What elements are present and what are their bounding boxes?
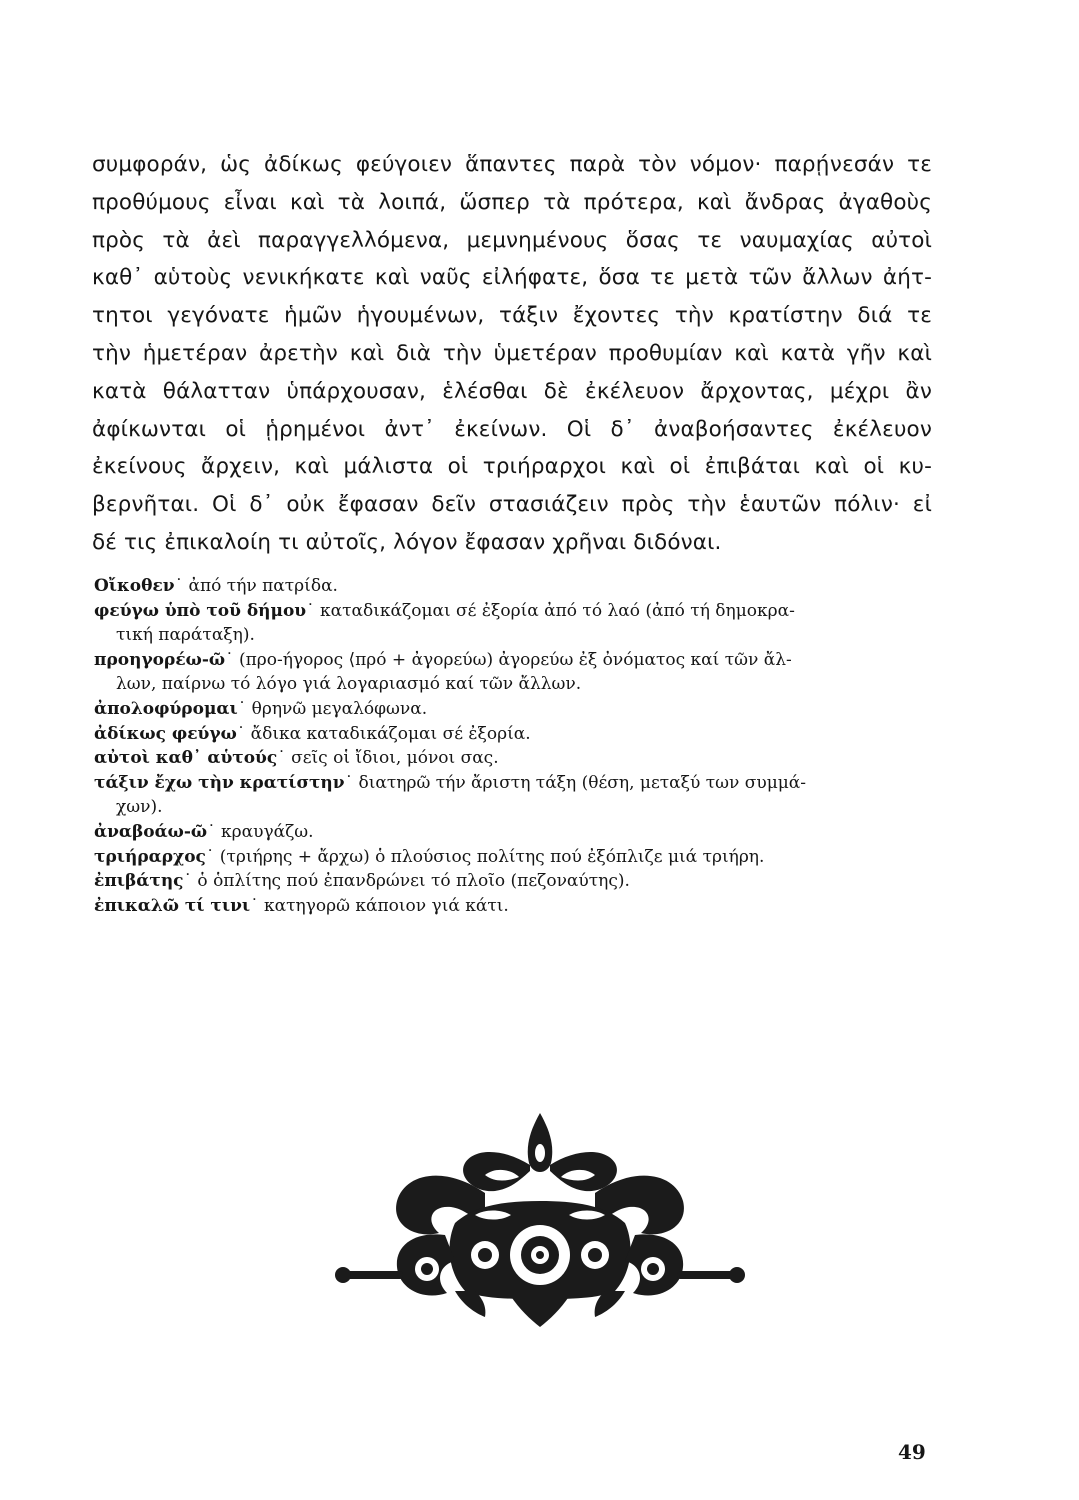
glossary-entry <box>94 746 926 771</box>
glossary-definition: ˙ ὁ ὁπλίτης πού ἐπανδρώνει τό πλοῖο (πεζοναύτης). <box>183 871 630 892</box>
passage-line: πρὸς τὰ ἀεὶ παραγγελλόμενα, μεμνημένους ὅσας τε ναυμαχίας αὐτοὶ <box>92 227 932 253</box>
passage-line: βερνῆται. Οἱ δ᾽ οὐκ ἔφασαν δεῖν στασιάζειν πρὸς τὴν ἑαυτῶν πόλιν· εἰ <box>92 492 932 518</box>
glossary-definition: ˙ κατηγορῶ κάποιον γιά κάτι. <box>250 895 509 916</box>
glossary-entry <box>94 820 926 845</box>
glossary-entry <box>94 894 926 919</box>
glossary-term: τάξιν ἔχω τὴν κρατίστην <box>94 772 345 793</box>
glossary-term: Οἴκοθεν <box>94 576 175 596</box>
glossary-term: τριήραρχος <box>94 846 206 867</box>
glossary-term: ἀναβοάω-ῶ <box>94 821 208 842</box>
glossary-term: ἐπιβάτης <box>94 871 184 892</box>
glossary-definition: ˙ θρηνῶ μεγαλόφωνα. <box>237 698 428 719</box>
glossary-entry <box>94 648 926 697</box>
greek-passage <box>92 146 932 562</box>
glossary-definition: ˙ καταδικάζομαι σέ ἐξορία ἀπό τό λαό (ἀπό τή δημοκρα- <box>306 600 795 621</box>
glossary-entry <box>94 574 926 599</box>
glossary-term: προηγορέω-ῶ <box>94 649 226 670</box>
glossary-term: ἀδίκως φεύγω <box>94 723 237 744</box>
passage-line: κατὰ θάλατταν ὑπάρχουσαν, ἑλέσθαι δὲ ἐκέλευον ἄρχοντας, μέχρι ἂν <box>92 378 932 404</box>
glossary-definition-cont: λων, παίρνω τό λόγο γιά λογαριασμό καί τῶν ἄλλων. <box>116 674 582 695</box>
passage-line: συμφοράν, ὡς ἀδίκως φεύγοιεν ἅπαντες παρὰ τὸν νόμον· παρῄνεσάν τε <box>92 152 932 177</box>
glossary-entry <box>94 722 926 747</box>
page-number: 49 <box>898 1440 926 1464</box>
passage-line: καθ᾽ αὑτοὺς νενικήκατε καὶ ναῦς εἰλήφατε, ὅσα τε μετὰ τῶν ἄλλων ἀήτ- <box>92 265 932 291</box>
passage-line: ἐκείνους ἄρχειν, καὶ μάλιστα οἱ τριήραρχοι καὶ οἱ ἐπιβάται καὶ οἱ κυ- <box>92 454 932 480</box>
passage-line: τητοι γεγόνατε ἡμῶν ἡγουμένων, τάξιν ἔχοντες τὴν κρατίστην διά τε <box>92 303 932 329</box>
glossary-definition: ˙ ἄδικα καταδικάζομαι σέ ἐξορία. <box>236 723 531 744</box>
passage-line: τὴν ἡμετέραν ἀρετὴν καὶ διὰ τὴν ὑμετέραν προθυμίαν καὶ κατὰ γῆν καὶ <box>92 340 932 366</box>
glossary-entry <box>94 697 926 722</box>
glossary-entry <box>94 845 926 870</box>
glossary-definition: ˙ σεῖς οἱ ἴδιοι, μόνοι σας. <box>277 748 499 769</box>
glossary-definition: ˙ διατηρῶ τήν ἄριστη τάξη (θέση, μεταξύ των συμμά- <box>344 772 807 793</box>
glossary-entry <box>94 869 926 894</box>
glossary-term: φεύγω ὑπὸ τοῦ δήμου <box>94 600 307 621</box>
glossary-term: ἀπολοφύρομαι <box>94 698 238 719</box>
passage-line: δέ τις ἐπικαλοίη τι αὐτοῖς, λόγον ἔφασαν χρῆναι διδόναι. <box>92 529 722 555</box>
passage-line: προθύμους εἶναι καὶ τὰ λοιπά, ὥσπερ τὰ πρότερα, καὶ ἄνδρας ἀγαθοὺς <box>92 189 932 215</box>
glossary-definition: ˙ κραυγάζω. <box>207 821 314 842</box>
glossary <box>94 574 926 918</box>
glossary-definition-cont: χων). <box>116 797 163 818</box>
glossary-definition-cont: τική παράταξη). <box>116 625 255 646</box>
glossary-term: αὐτοὶ καθ᾽ αὑτούς <box>94 748 278 769</box>
glossary-entry <box>94 771 926 820</box>
glossary-definition: ˙ (τριήρης + ἄρχω) ὁ πλούσιος πολίτης πού ἐξόπλιζε μιά τριήρη. <box>205 846 765 867</box>
passage-line: ἀφίκωνται οἱ ᾑρημένοι ἀντ᾽ ἐκείνων. Οἱ δ᾽ ἀναβοήσαντες ἐκέλευον <box>92 416 932 442</box>
glossary-entry <box>94 599 926 648</box>
glossary-definition: ˙ ἀπό τήν πατρίδα. <box>174 576 338 596</box>
glossary-definition: ˙ (προ-ήγορος ⟨πρό + ἀγορεύω) ἀγορεύω ἐξ ὀνόματος καί τῶν ἄλ- <box>225 649 792 670</box>
glossary-term: ἐπικαλῶ τί τινι <box>94 895 251 916</box>
floral-ornament-icon <box>335 1105 745 1335</box>
